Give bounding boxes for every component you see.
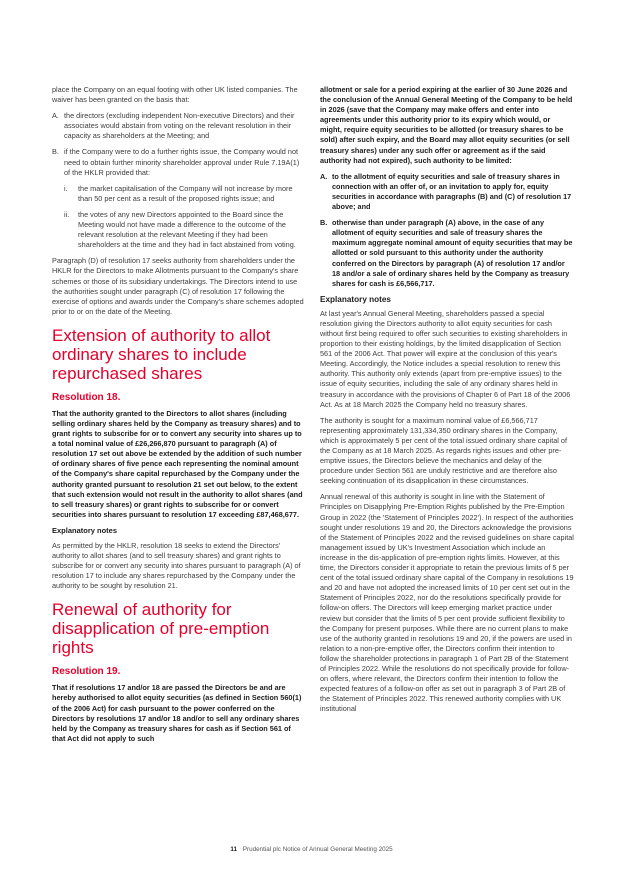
resolution-18-text: That the authority granted to the Directors to allot shares (including selling ordinary shares held by the Company as treasury shares) and to grant rights to subscribe for or to convert any security into shares up to a total nominal value of £26,266,870 pursuant to paragraph (A) of resolution 17 set out above be extended by the addition of such number of ordinary shares of five pence each representing the nominal amount of the Company's share capital repurchased by the Company under the authority granted pursuant to resolution 21 set out below, to the extent that such extension would not result in the authority to allot shares (and to sell treasury shares) or grant rights to subscribe for or convert securities into shares pursuant to resolution 17 exceeding £87,468,677. [52,408,303,519]
resolution-18-title: Resolution 18. [52,391,121,403]
list-marker: B. [320,218,328,228]
page-footer [0,846,623,853]
explanatory-paragraph-2: The authority is sought for a maximum nominal value of £6,566,717 representing approximately 131,334,350 ordinary shares in the Company, which is approximately 5 per cent of the total issued ordinary share capital of the Company as at 18 March 2025. As regards rights issues and other pre-emptive issues, the Directors believe the mechanics and delay of the procedure under Section 561 are unduly restrictive and are therefore also seeking continuation of its disapplication in these circumstances. [320,415,568,486]
explanatory-paragraph-3: Annual renewal of this authority is sought in line with the Statement of Principles on Disapplying Pre-Emption Rights published by the Pre-Emption Group in 2022 (the 'Statement of Principles 2022'). In respect of the authorities sought under resolutions 19 and 20, the Directors acknowledge the provisions of the Statement of Principles 2022 and the revised guidelines on share capital management issued by UK's Investment Association which include an increase in the dis-application of pre-emption rights limits. However, at this time, the Directors consider it appropriate to retain the previous limits of 5 per cent of the total issued ordinary share capital of the Company in resolutions 19 and 20 and have not adopted the increased limits of 10 per cent set out in the Statement of Principles 2022, nor do the resolutions specifically provide for follow-on offers. The Directors will keep emerging market practice under review but consider that the limits of 5 per cent provide sufficient flexibility to the Company for present purposes. While there are no current plans to make use of the authority granted in resolutions 19 and 20, if the powers are used in relation to a non-pre-emptive offer, the Directors confirm their intention to follow the shareholder protections in paragraph 1 of Part 2B of the Statement of Principles 2022. While the resolutions do not specifically provide for follow-on offers, where relevant, the Directors confirm their intention to follow the expected features of a follow-on offer as set out in paragraph 3 of Part 2B of the Statement of Principles 2022. This renewed authority complies with UK institutional [320,492,574,714]
list-item-text: the votes of any new Directors appointed to the Board since the Meeting would not have made a difference to the outcome of the relevant resolution at the relevant Meeting if they had been shareholders at the time and they had in fact abstained from voting. [78,209,296,250]
explanatory-notes-label: Explanatory notes [320,294,391,304]
sub-condition-i [52,184,305,204]
left-column [52,85,305,750]
list-item-text: if the Company were to do a further rights issue, the Company would not need to obtain further minority shareholder approval under Rule 7.19A(1) of the HKLR provided that: [64,147,300,177]
sub-condition-ii [52,210,305,250]
resolution-19-title: Resolution 19. [52,666,121,678]
list-marker: A. [52,111,59,121]
page-number: 11 [230,846,238,853]
explanatory-notes-label: Explanatory notes [52,525,118,535]
list-item-text: to the allotment of equity securities and sale of treasury shares in connection with an offer of, or an invitation to apply for, equity securities in accordance with paragraphs (B) and (C) of resolution 17 above; and [332,171,572,212]
resolution-19-continued: allotment or sale for a period expiring at the earlier of 30 June 2026 and the conclusion of the Annual General Meeting of the Company to be held in 2026 (save that the Company may make offers and enter into agreements under this authority prior to its expiry which would, or might, require equity securities to be allotted (or treasury shares to be sold) after such expiry, and the Board may allot equity securities (or sell treasury shares) under any such offer or agreement as if the said authority had not expired), such authority to be limited: [320,85,573,165]
resolution-19-text: That if resolutions 17 and/or 18 are passed the Directors be and are hereby authorised to allot equity securities (as defined in Section 560(1) of the 2006 Act) for cash pursuant to the power conferred on the Directors by resolutions 17 and/or 18 and/or to sell any ordinary shares held by the Company as treasury shares for cash as if Section 561 of that Act did not apply to such [52,683,302,743]
footer-text: Prudential plc Notice of Annual General Meeting 2025 [242,846,393,853]
list-item-text: otherwise than under paragraph (A) above, in the case of any allotment of equity securities and sale of treasury shares the maximum aggregate nominal amount of equity securities that may be allotted or sold pursuant to this authority under the authority conferred on the Directors by paragraph (A) of resolution 17 and/or 18 and/or a sale of ordinary shares held by the Company as treasury shares for cash is £6,566,717. [332,218,573,288]
resolution-18-explanatory-notes: As permitted by the HKLR, resolution 18 seeks to extend the Directors' authority to allot shares (and to sell treasury shares) and grant rights to subscribe for or convert any security into shares pursuant to paragraph (A) of resolution 17 to include any shares repurchased by the Company under the authority to be sought by resolution 21. [52,540,301,591]
intro-paragraph: place the Company on an equal footing with other UK listed companies. The waiver has been granted on the basis that: [52,85,298,105]
limit-item-a [320,172,574,212]
waiver-condition-b [52,147,305,177]
list-marker: i. [64,183,68,193]
list-marker: ii. [64,209,70,219]
paragraph-d: Paragraph (D) of resolution 17 seeks authority from shareholders under the HKLR for the Directors to make Allotments pursuant to the Company's share schemes or those of its subsidiary undertakings. The Directors intend to use the authorities sought under paragraph (C) of resolution 17 following the exercise of options and awards under the Company's share schemes adopted prior to or on the date of the Meeting. [52,256,304,316]
explanatory-paragraph-1: At last year's Annual General Meeting, shareholders passed a special resolution giving the Directors authority to allot equity securities for cash without first being required to offer such securities to existing shareholders in proportion to their existing holdings, by the limited disapplication of Section 561 of the 2006 Act. That power will expire at the conclusion of this year's Meeting. Accordingly, the Notice includes a special resolution to renew this authority. This authority only extends (apart from pre-emptive issues) to the issue of equity securities, including the sale of any ordinary shares held in treasury in accordance with the provisions of Chapter 6 of Part 18 of the 2006 Act. As at 18 March 2025 the Company held no treasury shares. [320,308,571,409]
list-item-text: the directors (excluding independent Non-executive Directors) and their associates would abstain from voting on the relevant resolution in their capacity as shareholders at the Meeting; and [64,111,295,141]
list-marker: B. [52,147,59,157]
right-column [320,85,574,720]
limit-item-b [320,218,574,289]
heading-extension-of-authority: Extension of authority to allot ordinary shares to include repurchased shares [52,325,271,383]
heading-renewal-of-authority: Renewal of authority for disapplication of pre-emption rights [52,600,270,658]
list-item-text: the market capitalisation of the Company will not increase by more than 50 per cent as a result of the proposed rights issue; and [78,183,293,203]
list-marker: A. [320,171,328,181]
waiver-condition-a [52,111,305,141]
